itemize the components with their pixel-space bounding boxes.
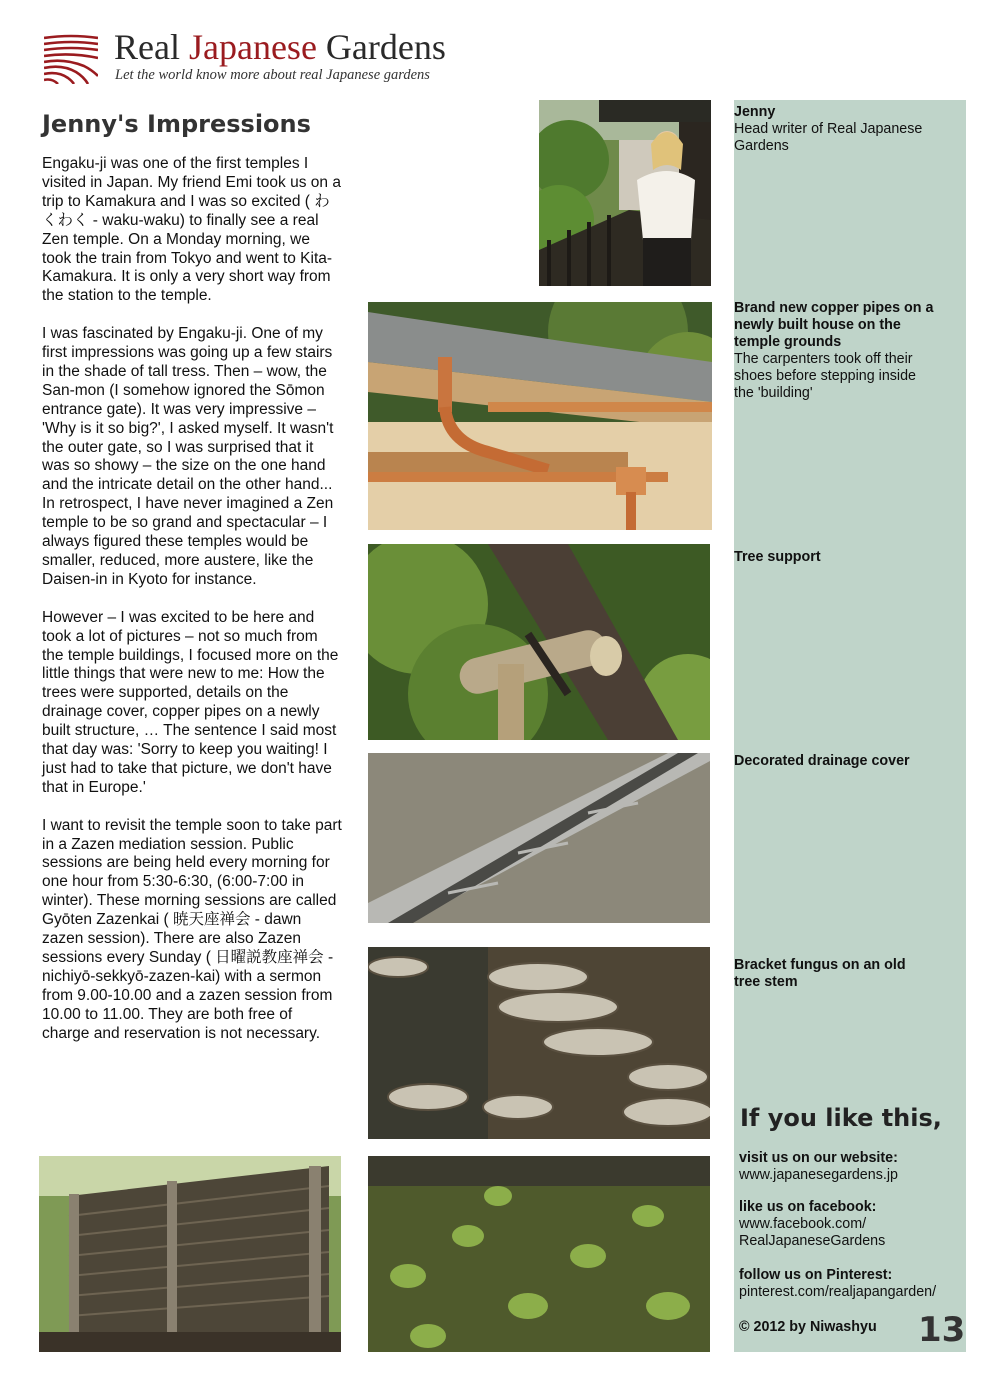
article-paragraph: However – I was excited to be here and took a lot of pictures – not so much from the temple buildings, I focused more on the little things that were new to me: How the trees were supported, details on the drainage cover, copper pipes on a newly built structure, … The sentence I said most that day was: 'Sorry to keep you waiting! I just had to take that picture, we don't have that in Europe.' [42, 608, 339, 796]
sidebar [734, 100, 966, 1352]
caption-fungus [734, 957, 934, 991]
caption-jenny-title: Jenny [734, 104, 776, 120]
promo-title: If you like this, [740, 1104, 942, 1132]
caption-jenny-text: Head writer of Real Japanese Gardens [734, 121, 923, 154]
caption-fungus-title: Bracket fungus on an old tree stem [734, 957, 906, 990]
bracket-fungus-photo [368, 947, 710, 1139]
caption-jenny [734, 104, 934, 155]
caption-tree-title: Tree support [734, 549, 821, 565]
brand-tagline: Let the world know more about real Japanese gardens [115, 67, 430, 83]
website-link[interactable]: www.japanesegardens.jp [739, 1167, 898, 1183]
promo-facebook [739, 1199, 961, 1250]
promo-pinterest-label: follow us on Pinterest: [739, 1267, 893, 1283]
pinterest-link[interactable]: pinterest.com/realjapangarden/ [739, 1284, 937, 1300]
drainage-cover-photo [368, 753, 710, 923]
brand-suffix: Gardens [316, 27, 446, 67]
bamboo-fence-photo [39, 1156, 341, 1352]
caption-drain-title: Decorated drainage cover [734, 753, 910, 769]
copyright: © 2012 by Niwashyu [739, 1319, 877, 1335]
brand-title [114, 26, 446, 68]
promo-facebook-label: like us on facebook: [739, 1199, 877, 1215]
moss-wall-photo [368, 1156, 710, 1352]
tree-support-photo [368, 544, 710, 740]
caption-pipes [734, 300, 934, 402]
caption-pipes-title: Brand new copper pipes on a newly built house on the temple grounds [734, 300, 934, 350]
brand-prefix: Real [114, 27, 189, 67]
article-body [42, 155, 342, 1062]
promo-website-label: visit us on our website: [739, 1150, 898, 1166]
promo-pinterest [739, 1267, 961, 1301]
brand-accent: Japanese [188, 27, 317, 67]
logo-icon [44, 32, 98, 84]
page-number: 13 [918, 1310, 966, 1350]
jenny-photo [539, 100, 711, 286]
article-paragraph: I was fascinated by Engaku-ji. One of my first impressions was going up a few stairs in the shade of tall tress. Then – wow, the San-mon (I somehow ignored the Sōmon entrance gate). It was very impressive – 'Why is it so big?', I asked myself. It wasn't the outer gate, so I was surprised that it was so showy – the size on the one hand and the intricate detail on the other hand... In retrospect, I have never imagined a Zen temple to be so grand and spectacular – I always figured these temples would be smaller, reduced, more austere, like the Daisen-in in Kyoto for instance. [42, 325, 334, 588]
article-title: Jenny's Impressions [42, 110, 311, 138]
copper-pipes-photo [368, 302, 712, 530]
promo-website [739, 1150, 961, 1184]
article-paragraph: Engaku-ji was one of the first temples I visited in Japan. My friend Emi took us on a trip to Kamakura and I was so excited ( わくわく - waku-waku) to finally see a real Zen temple. On a Monday morning, we took the train from Tokyo and went to Kita-Kamakura. It is only a very short way from the station to the temple. [42, 155, 341, 305]
caption-drain [734, 753, 934, 770]
caption-pipes-text: The carpenters took off their shoes before stepping inside the 'building' [734, 351, 917, 401]
article-paragraph: I want to revisit the temple soon to take part in a Zazen mediation session. Public sessions are being held every morning for one hour from 5:30-6:30, (6:00-7:00 in winter). These morning sessions are called Gyōten Zazenkai ( 暁天座禅会 - dawn zazen session). There are also Zazen sessions every Sunday ( 日曜説教座禅会 - nichiyō-sekkyō-zazen-kai) with a sermon from 9.00-10.00 and a zazen session from 10.00 to 11.00. They are both free of charge and reservation is not necessary. [42, 816, 342, 1042]
facebook-link[interactable]: www.facebook.com/ RealJapaneseGardens [739, 1216, 886, 1249]
caption-tree [734, 549, 934, 566]
